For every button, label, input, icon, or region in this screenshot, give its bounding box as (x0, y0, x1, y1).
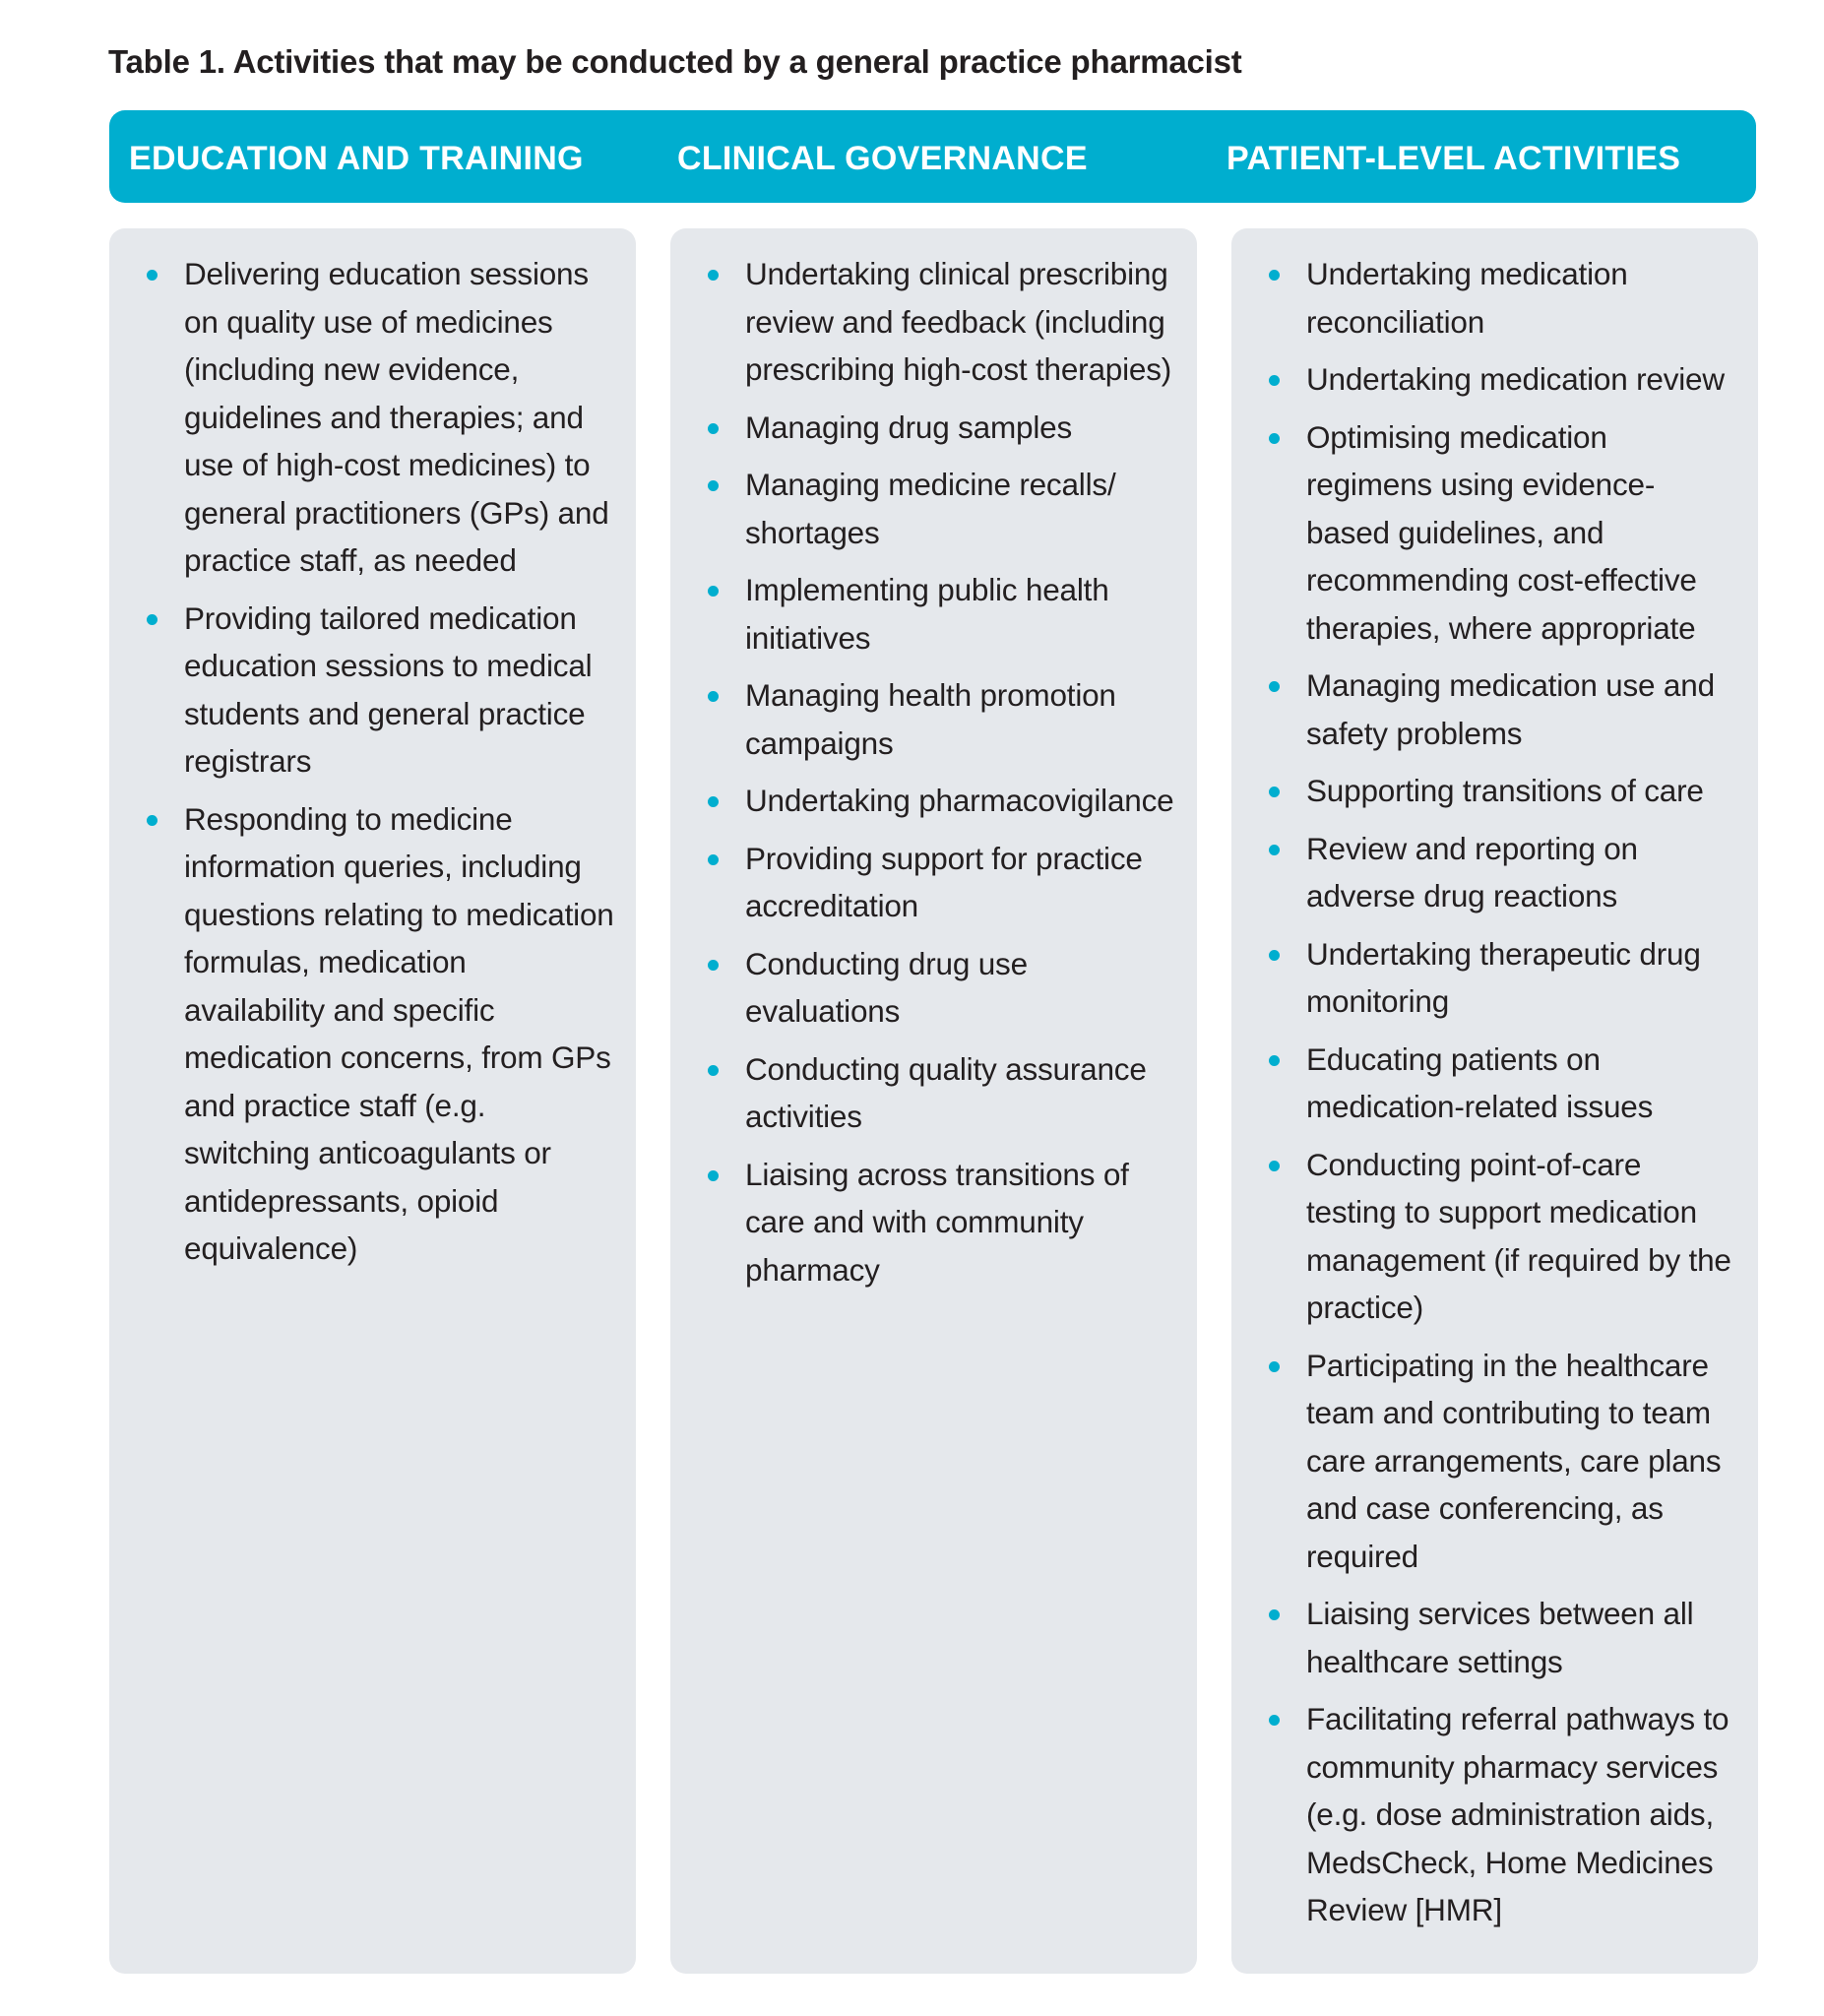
bullet-icon (708, 270, 719, 281)
list-item (708, 250, 1175, 394)
column-heading-clinical-governance: CLINICAL GOVERNANCE (677, 140, 1088, 177)
bullet-icon (1269, 433, 1280, 444)
list-item-text: Undertaking pharmacovigilance (745, 783, 1174, 818)
bullet-icon (147, 614, 157, 625)
bullet-icon (1269, 950, 1280, 961)
bullet-icon (1269, 1715, 1280, 1726)
list-item-text: Conducting drug use evaluations (745, 945, 1028, 1029)
list-item-text: Providing tailored medication education sessions to medical students and general practice registrars (184, 599, 593, 779)
list-item-text: Review and reporting on adverse drug reactions (1306, 830, 1638, 914)
list-item (1269, 1141, 1736, 1332)
bullet-icon (1269, 845, 1280, 855)
list-item-text: Undertaking medication review (1306, 361, 1725, 397)
bullet-icon (1269, 1361, 1280, 1372)
list-item (147, 250, 614, 585)
list-item (1269, 662, 1736, 757)
list-item-text: Managing medicine recalls/ shortages (745, 467, 1116, 550)
list-item (708, 566, 1175, 662)
list-item-text: Undertaking therapeutic drug monitoring (1306, 935, 1701, 1019)
list-item-text: Conducting quality assurance activities (745, 1050, 1147, 1134)
bullet-icon (1269, 681, 1280, 692)
table-header-bar (109, 110, 1756, 203)
list-item (708, 777, 1175, 825)
list-item (708, 671, 1175, 767)
list-item (1269, 413, 1736, 653)
list-item (1269, 825, 1736, 920)
list-item-text: Managing drug samples (745, 409, 1072, 445)
column-panel-patient-level (1231, 228, 1758, 1974)
list-item-text: Implementing public health initiatives (745, 572, 1109, 656)
list-item (1269, 930, 1736, 1026)
bullet-icon (708, 586, 719, 597)
bullet-icon (1269, 1609, 1280, 1620)
list-item (708, 461, 1175, 556)
list-item-text: Managing medication use and safety problems (1306, 667, 1715, 751)
bullet-icon (708, 960, 719, 971)
list-item (1269, 1590, 1736, 1685)
bullet-icon (708, 796, 719, 807)
list-item-text: Participating in the healthcare team and contributing to team care arrangements, care plans and case conferencing, as required (1306, 1347, 1722, 1574)
list-item-text: Optimising medication regimens using evidence-based guidelines, and recommending cost-effective therapies, where appropriate (1306, 418, 1697, 646)
list-item-text: Supporting transitions of care (1306, 773, 1704, 808)
bullet-icon (708, 1065, 719, 1076)
bullet-icon (147, 815, 157, 826)
table-title: Table 1. Activities that may be conducted by a general practice pharmacist (108, 43, 1242, 80)
list-item (1269, 355, 1736, 404)
list-item (708, 404, 1175, 452)
list-item-text: Educating patients on medication-related issues (1306, 1040, 1654, 1124)
bullet-icon (1269, 1055, 1280, 1066)
clinical-governance-list (708, 250, 1175, 1303)
column-panel-clinical-governance (670, 228, 1197, 1974)
bullet-icon (708, 423, 719, 434)
list-item (1269, 1695, 1736, 1934)
bullet-icon (1269, 1161, 1280, 1171)
column-heading-education: EDUCATION AND TRAINING (129, 140, 584, 177)
bullet-icon (708, 854, 719, 865)
list-item-text: Delivering education sessions on quality use of medicines (including new evidence, guidelines and therapies; and use of high-cost medicines) to general practitioners (GPs) and practice staff, as needed (184, 256, 609, 578)
patient-level-list (1269, 250, 1736, 1944)
list-item (1269, 1036, 1736, 1131)
list-item (708, 1151, 1175, 1294)
column-heading-patient-level: PATIENT-LEVEL ACTIVITIES (1226, 140, 1681, 177)
list-item (1269, 767, 1736, 815)
list-item-text: Undertaking clinical prescribing review and feedback (including prescribing high-cost therapies) (745, 256, 1172, 387)
bullet-icon (1269, 270, 1280, 281)
list-item (1269, 250, 1736, 346)
list-item (147, 595, 614, 786)
list-item-text: Responding to medicine information queries, including questions relating to medication formulas, medication availability and specific medication concerns, from GPs and practice staff (e.g. switching anticoagulants or antidepressants, opioid equivalence) (184, 800, 614, 1266)
list-item-text: Facilitating referral pathways to community pharmacy services (e.g. dose administration aids, MedsCheck, Home Medicines Review [HMR] (1306, 1701, 1730, 1927)
bullet-icon (708, 1170, 719, 1181)
bullet-icon (147, 270, 157, 281)
bullet-icon (1269, 787, 1280, 797)
list-item (147, 795, 614, 1273)
list-item-text: Managing health promotion campaigns (745, 677, 1116, 761)
list-item-text: Conducting point-of-care testing to support medication management (if required by the practice) (1306, 1146, 1731, 1325)
bullet-icon (708, 480, 719, 491)
education-list (147, 250, 614, 1283)
bullet-icon (708, 691, 719, 702)
list-item-text: Liaising across transitions of care and with community pharmacy (745, 1156, 1129, 1288)
list-item (1269, 1342, 1736, 1581)
list-item-text: Liaising services between all healthcare settings (1306, 1596, 1694, 1679)
bullet-icon (1269, 375, 1280, 386)
list-item (708, 835, 1175, 930)
list-item (708, 940, 1175, 1036)
list-item-text: Undertaking medication reconciliation (1306, 256, 1628, 340)
column-panel-education (109, 228, 636, 1974)
list-item (708, 1045, 1175, 1141)
list-item-text: Providing support for practice accreditation (745, 840, 1143, 923)
